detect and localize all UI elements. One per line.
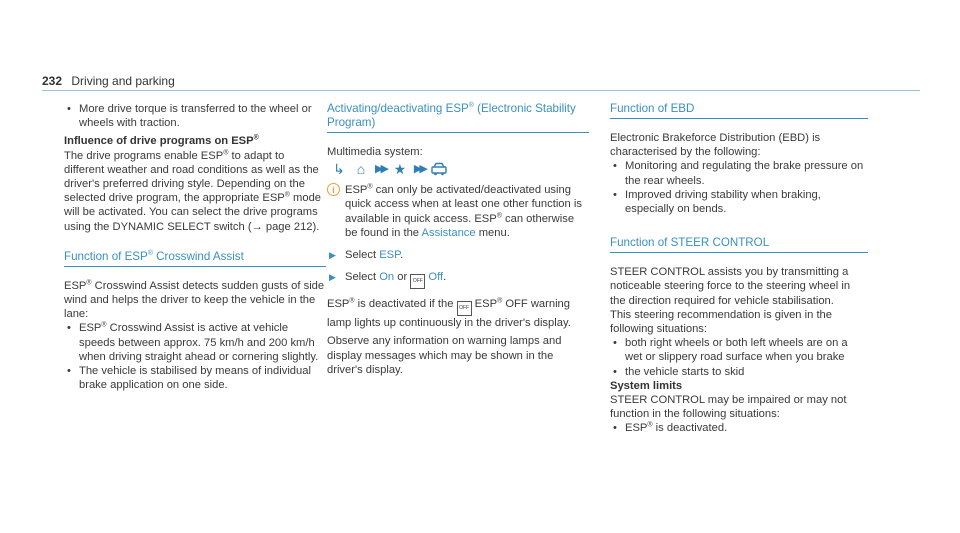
page-number: 232 bbox=[42, 74, 63, 88]
influence-body: The drive programs enable ESP® to adapt to different weather and road conditions as well as the driver's preferred driving style. Depending on the selected drive program, the appropriate ESP® mode will be activated. You can select the drive programs using the DYNAMIC SELECT switch (→ page 212). bbox=[64, 148, 322, 233]
column-2 bbox=[327, 102, 589, 377]
page-header bbox=[42, 74, 175, 88]
steer-body-2: This steering recommendation is given in the following situations: bbox=[610, 308, 832, 336]
chevron-double-icon: ▶▶ bbox=[375, 163, 386, 176]
step-select-esp: ▶ Select ESP. bbox=[327, 248, 589, 262]
column-1 bbox=[64, 102, 326, 392]
esp-off-icon: OFF bbox=[457, 301, 472, 316]
list-item: • the vehicle starts to skid bbox=[610, 365, 868, 379]
step-select-on-off: ▶ Select On or OFF Off. bbox=[327, 270, 589, 289]
arrow-return-icon: ↳ bbox=[333, 161, 345, 178]
system-limits-heading: System limits bbox=[610, 379, 683, 392]
list-item: • Monitoring and regulating the brake pressure on the rear wheels. bbox=[610, 159, 868, 187]
list-item: • ESP® is deactivated. bbox=[610, 421, 868, 435]
column-3 bbox=[610, 102, 868, 436]
influence-heading: Influence of drive programs on ESP® bbox=[64, 134, 259, 148]
ebd-body: Electronic Brakeforce Distribution (EBD) is characterised by the following: bbox=[610, 132, 821, 159]
list-item: • both right wheels or both left wheels are on a wet or slippery road surface when you brake bbox=[610, 336, 868, 364]
car-icon bbox=[431, 161, 447, 177]
steer-body-1: STEER CONTROL assists you by transmitting a noticeable steering force to the steering wheel in the direction required for vehicle stabilisation. bbox=[610, 266, 851, 307]
list-item: • More drive torque is transferred to the wheel or wheels with traction. bbox=[64, 102, 326, 130]
esp-off-icon: OFF bbox=[410, 274, 425, 289]
crosswind-intro: ESP® Crosswind Assist detects sudden gusts of side wind and helps the driver to keep the vehicle in the lane: bbox=[64, 279, 325, 321]
section-title: Driving and parking bbox=[71, 74, 175, 88]
observe-text: Observe any information on warning lamps and display messages which may be shown in the driver's display. bbox=[327, 335, 562, 376]
limits-body: STEER CONTROL may be impaired or may not function in the following situations: bbox=[610, 394, 847, 421]
assistance-link: Assistance bbox=[421, 226, 476, 239]
crosswind-heading: Function of ESP® Crosswind Assist bbox=[64, 250, 326, 267]
ebd-heading: Function of EBD bbox=[610, 102, 868, 119]
multimedia-label: Multimedia system: bbox=[327, 146, 423, 158]
chevron-double-icon: ▶▶ bbox=[413, 163, 425, 176]
header-rule bbox=[42, 90, 920, 91]
menu-path bbox=[327, 159, 589, 179]
star-icon: ★ bbox=[393, 161, 407, 178]
deactivated-text: ESP® is deactivated if the OFF ESP® OFF warning lamp lights up continuously in the driver's display. bbox=[327, 297, 571, 330]
home-icon: ⌂ bbox=[356, 161, 366, 178]
activate-esp-heading: Activating/deactivating ESP® (Electronic Stability Program) bbox=[327, 102, 589, 133]
info-icon: i bbox=[327, 183, 340, 196]
list-item: • Improved driving stability when braking, especially on bends. bbox=[610, 188, 868, 216]
list-item: • The vehicle is stabilised by means of individual brake application on one side. bbox=[64, 364, 326, 392]
info-note: i ESP® can only be activated/deactivated using quick access when at least one other function is available in quick access. ESP® can otherwise be found in the Assistance menu. bbox=[327, 183, 589, 240]
steer-control-heading: Function of STEER CONTROL bbox=[610, 236, 868, 253]
list-item: • ESP® Crosswind Assist is active at vehicle speeds between approx. 75 km/h and 200 km/h when driving straight ahead or cornering slightly. bbox=[64, 321, 326, 364]
